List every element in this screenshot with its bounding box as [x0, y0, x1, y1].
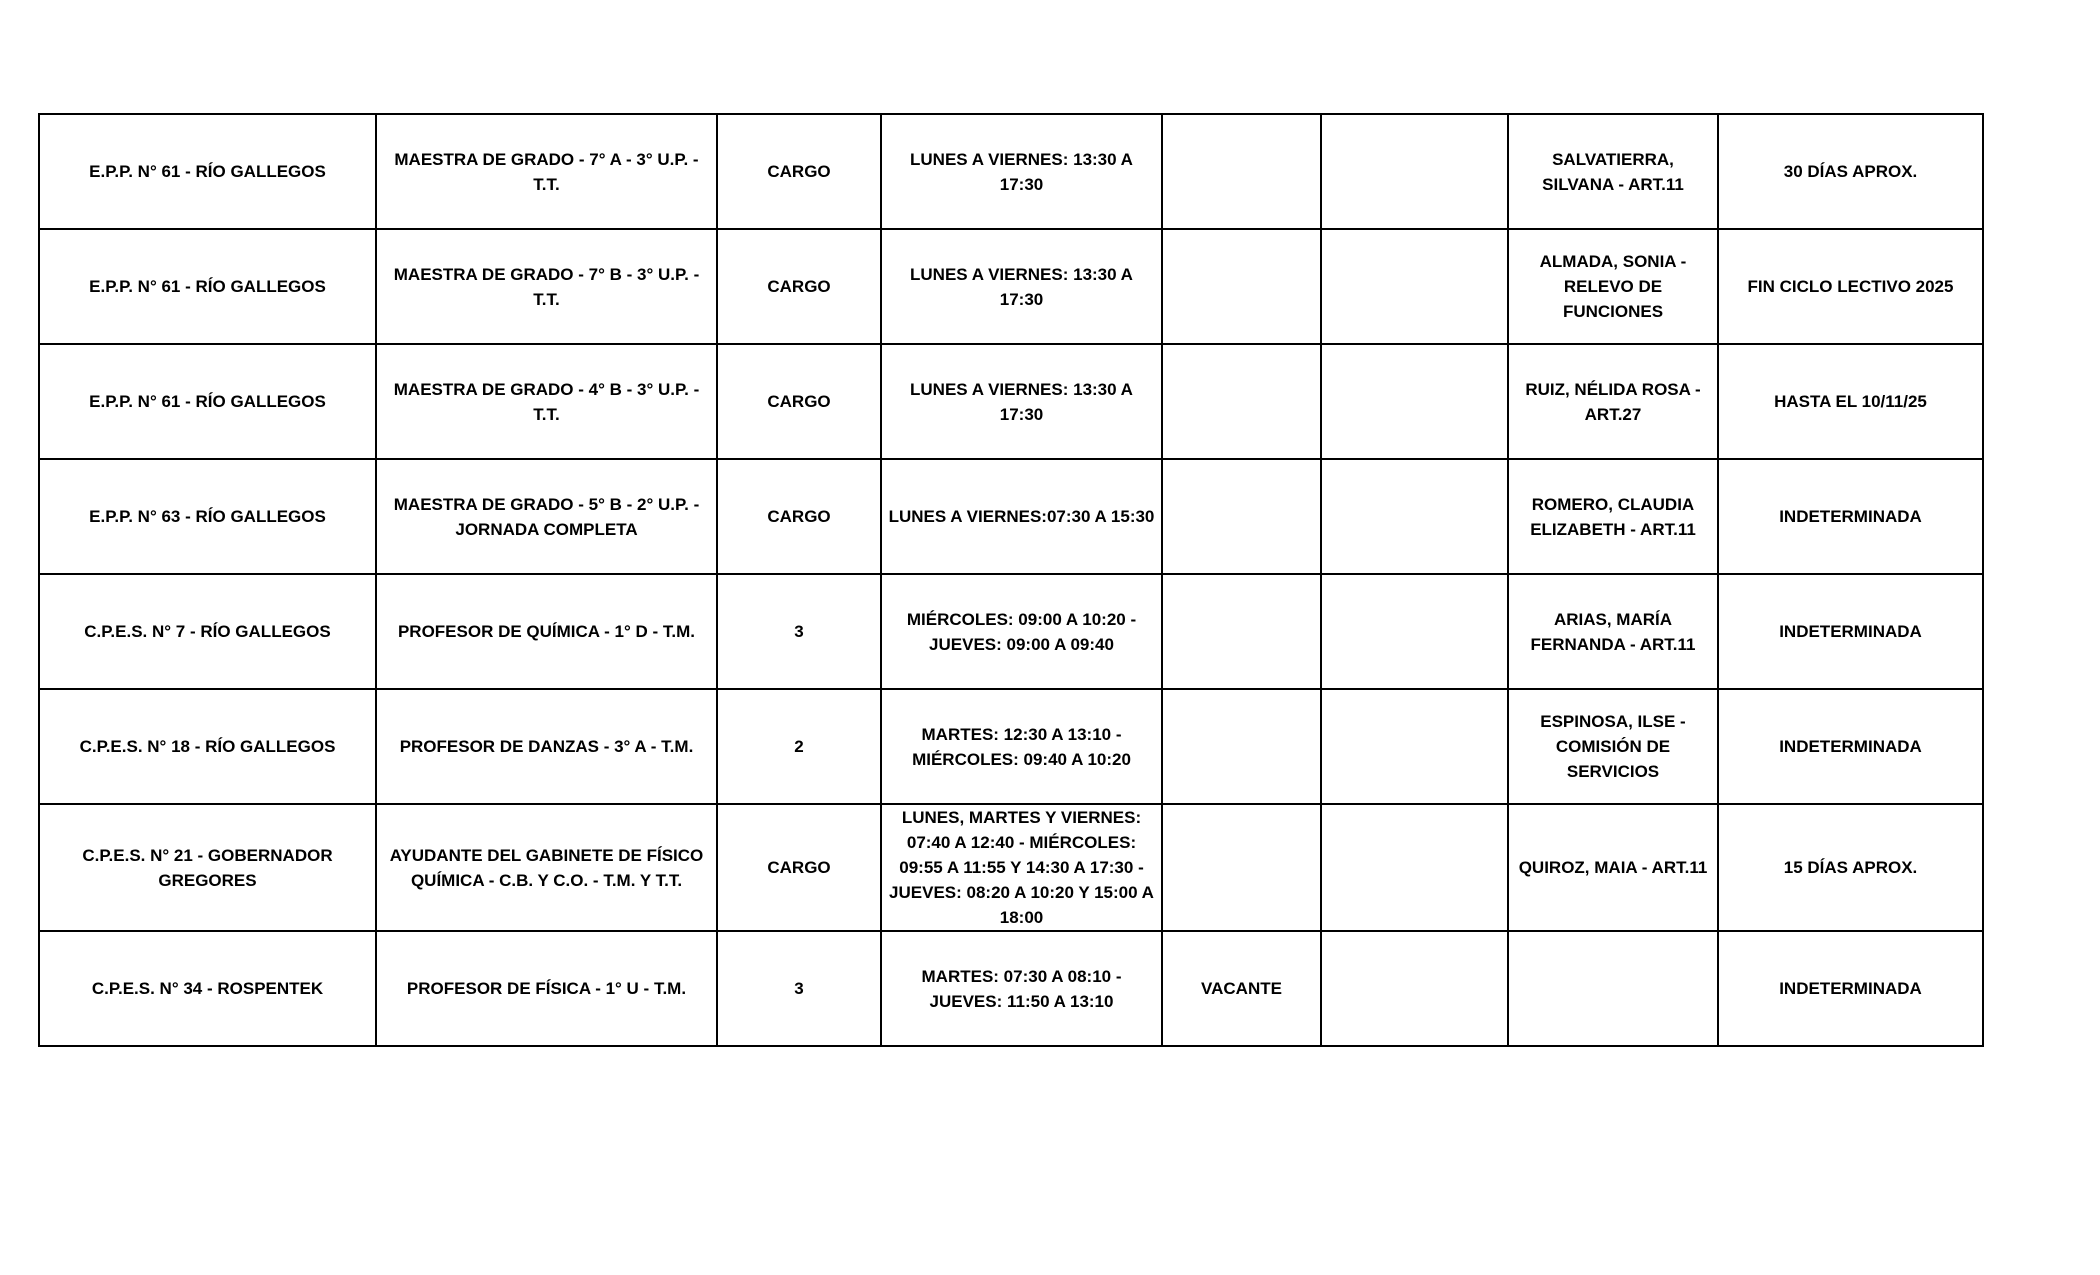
table-row [39, 344, 1983, 459]
vacancy-table [38, 113, 1984, 1047]
duracion-cell: 15 DÍAS APROX. [1718, 804, 1983, 931]
table-row [39, 459, 1983, 574]
horas-cell: CARGO [717, 344, 881, 459]
duracion-cell: 30 DÍAS APROX. [1718, 114, 1983, 229]
reemplaza-cell: ARIAS, MARÍA FERNANDA - ART.11 [1508, 574, 1718, 689]
table-row [39, 931, 1983, 1046]
table-row [39, 804, 1983, 931]
horario-cell: MIÉRCOLES: 09:00 A 10:20 - JUEVES: 09:00 A 09:40 [881, 574, 1162, 689]
situacion-cell [1162, 344, 1321, 459]
extra-cell [1321, 459, 1508, 574]
establecimiento-cell: C.P.E.S. N° 21 - GOBERNADOR GREGORES [39, 804, 376, 931]
duracion-cell: INDETERMINADA [1718, 689, 1983, 804]
reemplaza-cell: QUIROZ, MAIA - ART.11 [1508, 804, 1718, 931]
establecimiento-cell: C.P.E.S. N° 7 - RÍO GALLEGOS [39, 574, 376, 689]
horas-cell: CARGO [717, 229, 881, 344]
reemplaza-cell: ESPINOSA, ILSE - COMISIÓN DE SERVICIOS [1508, 689, 1718, 804]
horas-cell: CARGO [717, 804, 881, 931]
cargo-cell: PROFESOR DE QUÍMICA - 1° D - T.M. [376, 574, 717, 689]
horas-cell: 3 [717, 574, 881, 689]
reemplaza-cell [1508, 931, 1718, 1046]
duracion-cell: HASTA EL 10/11/25 [1718, 344, 1983, 459]
extra-cell [1321, 114, 1508, 229]
extra-cell [1321, 931, 1508, 1046]
table-row [39, 574, 1983, 689]
reemplaza-cell: RUIZ, NÉLIDA ROSA - ART.27 [1508, 344, 1718, 459]
establecimiento-cell: E.P.P. N° 61 - RÍO GALLEGOS [39, 344, 376, 459]
cargo-cell: MAESTRA DE GRADO - 4° B - 3° U.P. - T.T. [376, 344, 717, 459]
extra-cell [1321, 804, 1508, 931]
reemplaza-cell: ROMERO, CLAUDIA ELIZABETH - ART.11 [1508, 459, 1718, 574]
extra-cell [1321, 229, 1508, 344]
duracion-cell: FIN CICLO LECTIVO 2025 [1718, 229, 1983, 344]
situacion-cell: VACANTE [1162, 931, 1321, 1046]
cargo-cell: AYUDANTE DEL GABINETE DE FÍSICO QUÍMICA - C.B. Y C.O. - T.M. Y T.T. [376, 804, 717, 931]
establecimiento-cell: C.P.E.S. N° 34 - ROSPENTEK [39, 931, 376, 1046]
duracion-cell: INDETERMINADA [1718, 574, 1983, 689]
situacion-cell [1162, 689, 1321, 804]
establecimiento-cell: E.P.P. N° 61 - RÍO GALLEGOS [39, 114, 376, 229]
table-row [39, 689, 1983, 804]
horario-cell: MARTES: 12:30 A 13:10 - MIÉRCOLES: 09:40 A 10:20 [881, 689, 1162, 804]
extra-cell [1321, 344, 1508, 459]
cargo-cell: PROFESOR DE DANZAS - 3° A - T.M. [376, 689, 717, 804]
situacion-cell [1162, 804, 1321, 931]
horario-cell: MARTES: 07:30 A 08:10 - JUEVES: 11:50 A 13:10 [881, 931, 1162, 1046]
horario-cell: LUNES A VIERNES: 13:30 A 17:30 [881, 229, 1162, 344]
cargo-cell: MAESTRA DE GRADO - 7° B - 3° U.P. - T.T. [376, 229, 717, 344]
duracion-cell: INDETERMINADA [1718, 931, 1983, 1046]
extra-cell [1321, 689, 1508, 804]
horario-cell: LUNES, MARTES Y VIERNES: 07:40 A 12:40 - MIÉRCOLES: 09:55 A 11:55 Y 14:30 A 17:30 - JUEVES: 08:20 A 10:20 Y 15:00 A 18:00 [881, 804, 1162, 931]
duracion-cell: INDETERMINADA [1718, 459, 1983, 574]
horas-cell: CARGO [717, 114, 881, 229]
horario-cell: LUNES A VIERNES: 13:30 A 17:30 [881, 344, 1162, 459]
cargo-cell: PROFESOR DE FÍSICA - 1° U - T.M. [376, 931, 717, 1046]
table-row [39, 229, 1983, 344]
situacion-cell [1162, 114, 1321, 229]
table-row [39, 114, 1983, 229]
situacion-cell [1162, 574, 1321, 689]
establecimiento-cell: E.P.P. N° 63 - RÍO GALLEGOS [39, 459, 376, 574]
horas-cell: 3 [717, 931, 881, 1046]
situacion-cell [1162, 459, 1321, 574]
cargo-cell: MAESTRA DE GRADO - 7° A - 3° U.P. - T.T. [376, 114, 717, 229]
horario-cell: LUNES A VIERNES:07:30 A 15:30 [881, 459, 1162, 574]
reemplaza-cell: ALMADA, SONIA - RELEVO DE FUNCIONES [1508, 229, 1718, 344]
reemplaza-cell: SALVATIERRA, SILVANA - ART.11 [1508, 114, 1718, 229]
horas-cell: 2 [717, 689, 881, 804]
establecimiento-cell: E.P.P. N° 61 - RÍO GALLEGOS [39, 229, 376, 344]
horario-cell: LUNES A VIERNES: 13:30 A 17:30 [881, 114, 1162, 229]
cargo-cell: MAESTRA DE GRADO - 5° B - 2° U.P. - JORNADA COMPLETA [376, 459, 717, 574]
situacion-cell [1162, 229, 1321, 344]
extra-cell [1321, 574, 1508, 689]
horas-cell: CARGO [717, 459, 881, 574]
establecimiento-cell: C.P.E.S. N° 18 - RÍO GALLEGOS [39, 689, 376, 804]
